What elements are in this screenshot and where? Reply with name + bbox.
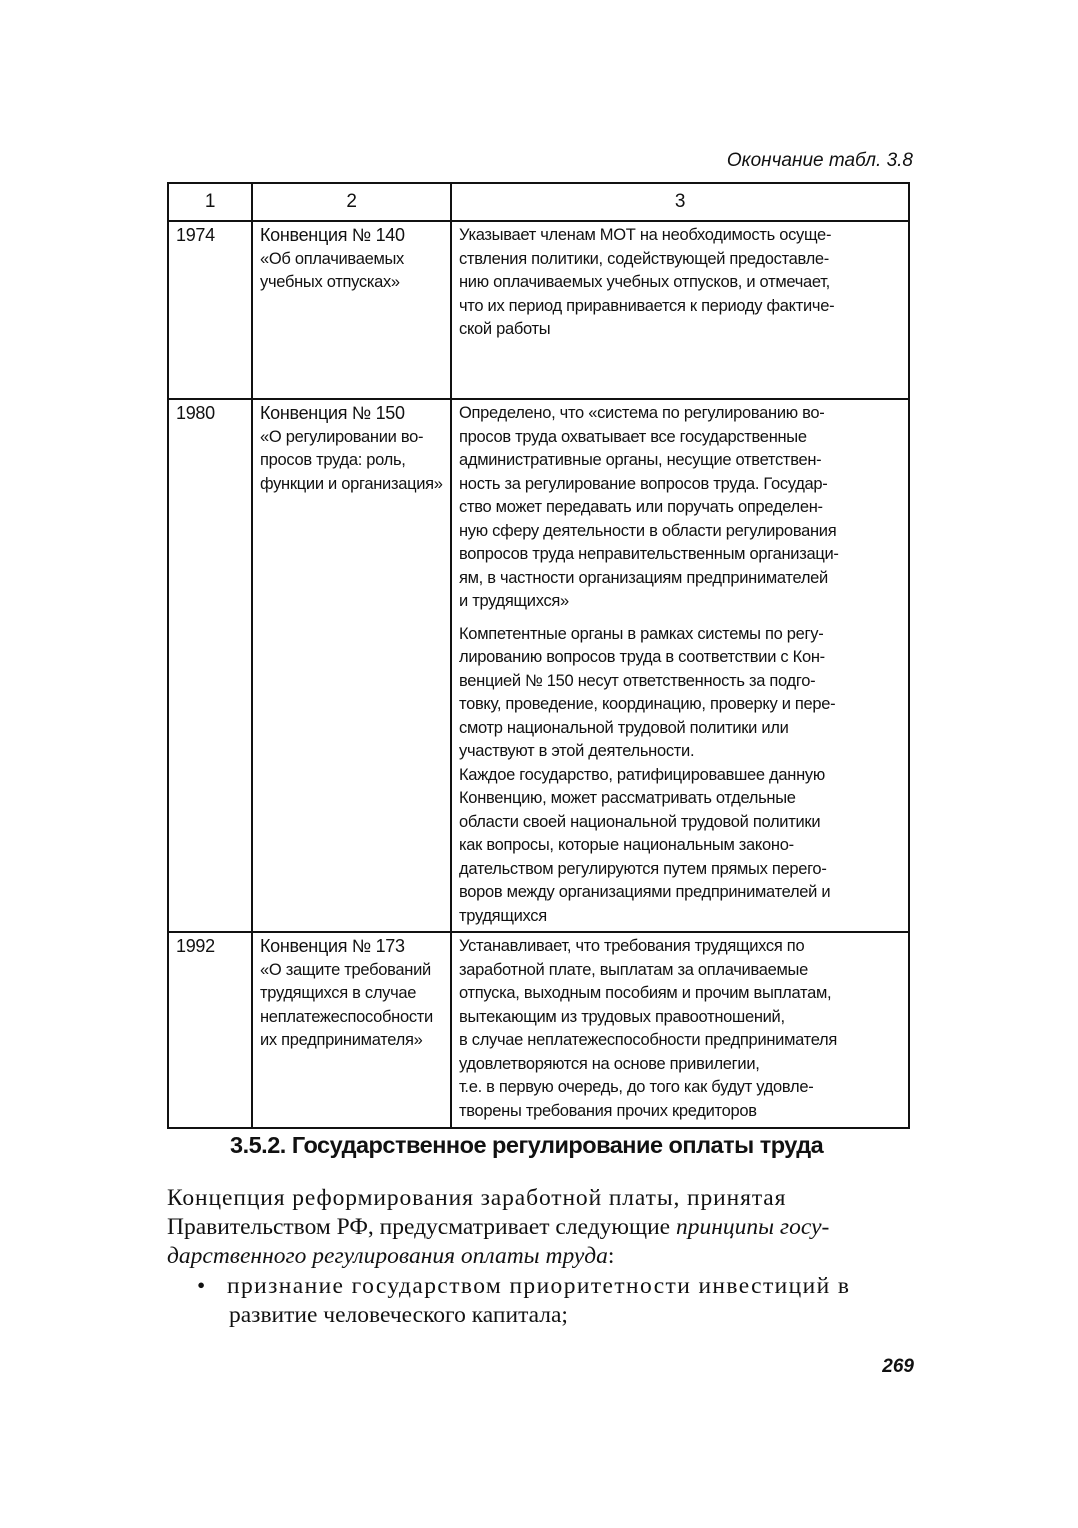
page-number: 269: [882, 1356, 914, 1377]
convention-cell: [252, 932, 451, 1128]
header-col-2: 2: [252, 183, 451, 221]
description-paragraph: Определено, что «система по регулированию во- просов труда охватывает все государственные административные органы, несущие ответствен- ность за регулирование вопросов труда. Государ- ство может передавать или поручать определен- ную сферу деятельности в области регулирования вопросов труда неправительственным организаци- ям, в частности организациям предпринимателей и трудящихся»: [459, 404, 839, 610]
body-paragraph: [167, 1184, 911, 1271]
paragraph-text: Концепция реформирования заработной платы, принятая: [167, 1185, 787, 1211]
paragraph-line-2: [167, 1213, 911, 1242]
convention-title: Конвенция № 150: [260, 403, 405, 423]
bullet-text: признание государством приоритетности инвестиций в: [227, 1273, 851, 1299]
bullet-line-1: [197, 1272, 911, 1301]
description-cell: [451, 932, 909, 1128]
year: 1974: [176, 225, 215, 245]
table-header-row: [168, 183, 909, 221]
description-paragraph: Устанавливает, что требования трудящихся по заработной плате, выплатам за оплачиваемые отпуска, выходным пособиям и прочим выплатам, вытекающим из трудовых правоотношений, в случае неплатежеспособности предпринимателя удовлетворяются на основе привилегии, т.е. в первую очередь, до того как будут удовле- творены требования прочих кредиторов: [459, 937, 838, 1120]
year-cell: [168, 221, 252, 399]
year: 1980: [176, 403, 215, 423]
table-row: [168, 399, 909, 932]
convention-subtitle: «О защите требований трудящихся в случае неплатежеспособности их предпринимателя»: [260, 960, 433, 1049]
paragraph-line-3: [167, 1242, 911, 1271]
paragraph-emphasis: принципы госу-: [675, 1214, 830, 1240]
paragraph-text: :: [607, 1243, 615, 1269]
table-row: [168, 932, 909, 1128]
description-cell: [451, 221, 909, 399]
bullet-item: [197, 1272, 911, 1330]
year-cell: [168, 399, 252, 932]
conventions-table: [167, 182, 910, 1129]
section-heading: 3.5.2. Государственное регулирование оплаты труда: [230, 1132, 824, 1158]
year-cell: [168, 932, 252, 1128]
bullet-line-2: [197, 1301, 911, 1330]
bullet-text: развитие человеческого капитала;: [229, 1302, 568, 1328]
paragraph-text: Правительством РФ, предусматривает следующие: [167, 1214, 676, 1240]
year: 1992: [176, 936, 215, 956]
convention-cell: [252, 221, 451, 399]
paragraph-emphasis: дарственного регулирования оплаты труда: [167, 1243, 608, 1269]
header-col-3: 3: [451, 183, 909, 221]
header-col-1: 1: [168, 183, 252, 221]
description-paragraph: Компетентные органы в рамках системы по регу- лированию вопросов труда в соответствии с Кон- венцией № 150 несут ответственность за подго- товку, проведение, координацию, проверку и пере- смотр национальной трудовой политики или участвуют в этой деятельности. Каждое государство, ратифицировавшее данную Конвенцию, может рассматривать отдельные области своей национальной трудовой политики как вопросы, которые национальным законо- дательством регулируются путем прямых перего- воров между организациями предпринимателей и трудящихся: [459, 624, 836, 925]
paragraph-line-1: [167, 1184, 911, 1213]
convention-cell: [252, 399, 451, 932]
convention-title: Конвенция № 140: [260, 225, 405, 245]
description-paragraph: Указывает членам МОТ на необходимость осуще- ствления политики, содействующей предоставле- нию оплачиваемых учебных отпусков, и отмечает, что их период приравнивается к периоду фактиче- ской работы: [459, 226, 835, 338]
convention-subtitle: «О регулировании во- просов труда: роль, функции и организация»: [260, 427, 443, 493]
table-row: [168, 221, 909, 399]
bullet-marker: •: [197, 1273, 206, 1299]
convention-title: Конвенция № 173: [260, 936, 405, 956]
description-cell: [451, 399, 909, 932]
convention-subtitle: «Об оплачиваемых учебных отпусках»: [260, 249, 404, 291]
table-caption: Окончание табл. 3.8: [726, 150, 913, 171]
